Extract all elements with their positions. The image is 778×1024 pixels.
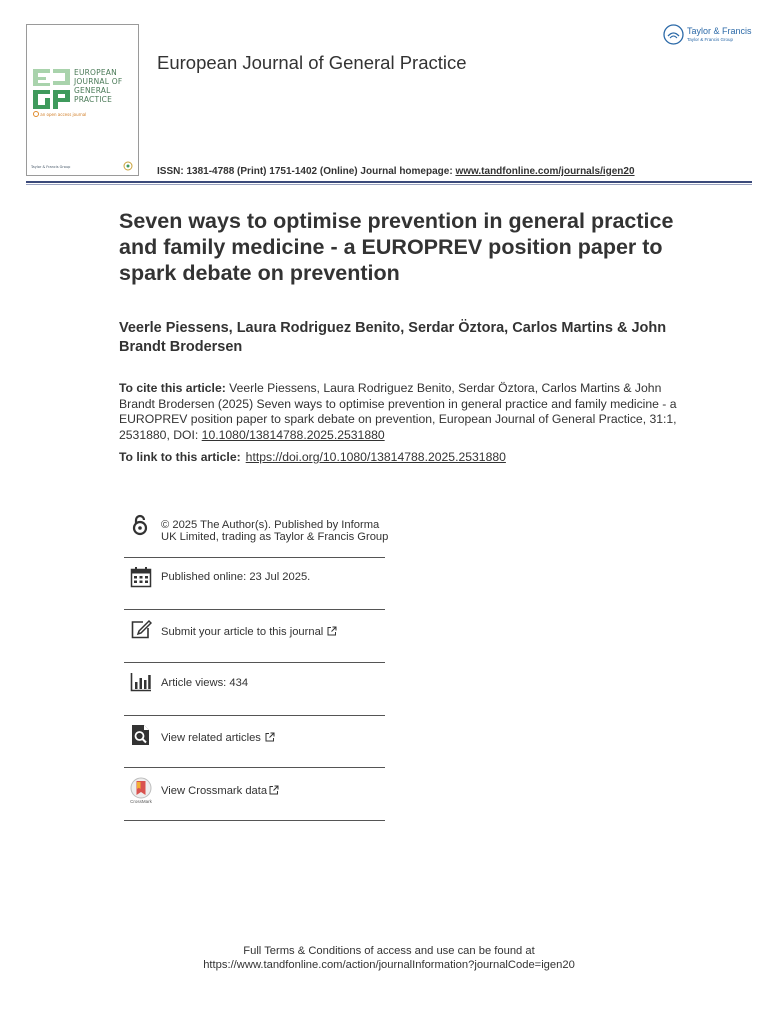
issn-line bbox=[157, 166, 635, 177]
external-link-icon bbox=[265, 732, 275, 742]
citation-text: Veerle Piessens, Laura Rodriguez Benito, Serdar Öztora, Carlos Martins & John Brandt Brodersen (2025) Seven ways to optimise prevention in general practice and family medicine - a EUROPREV position paper to spark debate on prevention, European Journal of General Practice, 31:1, 2531880, DOI: bbox=[119, 381, 677, 442]
published-date: Published online: 23 Jul 2025. bbox=[161, 571, 311, 583]
cover-tagline: an open access journal bbox=[33, 111, 86, 117]
info-divider bbox=[124, 715, 385, 716]
open-access-icon bbox=[130, 514, 152, 536]
journal-name[interactable]: European Journal of General Practice bbox=[157, 52, 467, 73]
cover-title: EUROPEAN JOURNAL OF GENERAL PRACTICE bbox=[74, 68, 123, 104]
crossmark-link[interactable]: View Crossmark data bbox=[161, 785, 268, 797]
header-divider-thin bbox=[26, 184, 752, 185]
external-link-icon bbox=[327, 626, 337, 636]
submit-article-link[interactable]: Submit your article to this journal bbox=[161, 626, 324, 638]
citation-doi-link[interactable]: 10.1080/13814788.2025.2531880 bbox=[201, 427, 385, 442]
issn-text: ISSN: 1381-4788 (Print) 1751-1402 (Online) Journal homepage: bbox=[157, 166, 456, 177]
license-text: © 2025 The Author(s). Published by Informa UK Limited, trading as Taylor & Francis Group bbox=[161, 519, 389, 543]
edit-icon bbox=[130, 618, 152, 640]
related-articles-row[interactable] bbox=[124, 722, 385, 754]
calendar-icon bbox=[130, 566, 152, 588]
cover-badge-icon bbox=[123, 161, 133, 171]
publisher-name: Taylor & Francis bbox=[687, 26, 752, 36]
publisher-logo[interactable] bbox=[663, 24, 758, 46]
terms-text: Full Terms & Conditions of access and use can be found at bbox=[243, 945, 535, 957]
article-views-row bbox=[124, 670, 385, 700]
article-link-block bbox=[119, 450, 679, 464]
crossmark-icon-label: CrossMark bbox=[130, 799, 152, 804]
info-divider bbox=[124, 609, 385, 610]
article-link-label: To link to this article: bbox=[119, 450, 241, 464]
crossmark-row[interactable] bbox=[124, 777, 385, 809]
article-doi-link[interactable]: https://doi.org/10.1080/13814788.2025.2531880 bbox=[245, 450, 506, 464]
citation-label: To cite this article: bbox=[119, 381, 226, 395]
related-articles-link[interactable]: View related articles bbox=[161, 732, 261, 744]
info-divider bbox=[124, 557, 385, 558]
submit-article-row[interactable] bbox=[124, 617, 385, 647]
terms-footer bbox=[0, 944, 778, 972]
taylor-francis-logo-icon bbox=[663, 24, 684, 45]
license-row bbox=[124, 514, 389, 556]
citation-block bbox=[119, 381, 679, 443]
cover-publisher-label: Taylor & Francis Group bbox=[31, 165, 71, 169]
terms-link[interactable]: https://www.tandfonline.com/action/journalInformation?journalCode=igen20 bbox=[203, 959, 575, 971]
info-divider bbox=[124, 662, 385, 663]
bar-chart-icon bbox=[130, 671, 152, 693]
article-authors: Veerle Piessens, Laura Rodriguez Benito, Serdar Öztora, Carlos Martins & John Brandt Brodersen bbox=[119, 320, 667, 355]
ejgp-logo-icon bbox=[33, 69, 71, 111]
document-search-icon bbox=[130, 724, 152, 746]
header-divider bbox=[26, 181, 752, 183]
info-divider bbox=[124, 767, 385, 768]
crossmark-icon bbox=[128, 777, 154, 805]
external-link-icon bbox=[269, 785, 279, 795]
info-divider bbox=[124, 820, 385, 821]
publisher-group: Taylor & Francis Group bbox=[687, 37, 734, 42]
published-row bbox=[124, 564, 385, 594]
journal-homepage-link[interactable]: www.tandfonline.com/journals/igen20 bbox=[455, 166, 635, 177]
article-title: Seven ways to optimise prevention in general practice and family medicine - a EUROPREV position paper to spark debate on prevention bbox=[119, 209, 674, 285]
journal-cover bbox=[26, 24, 139, 176]
article-views-count: Article views: 434 bbox=[161, 677, 249, 689]
